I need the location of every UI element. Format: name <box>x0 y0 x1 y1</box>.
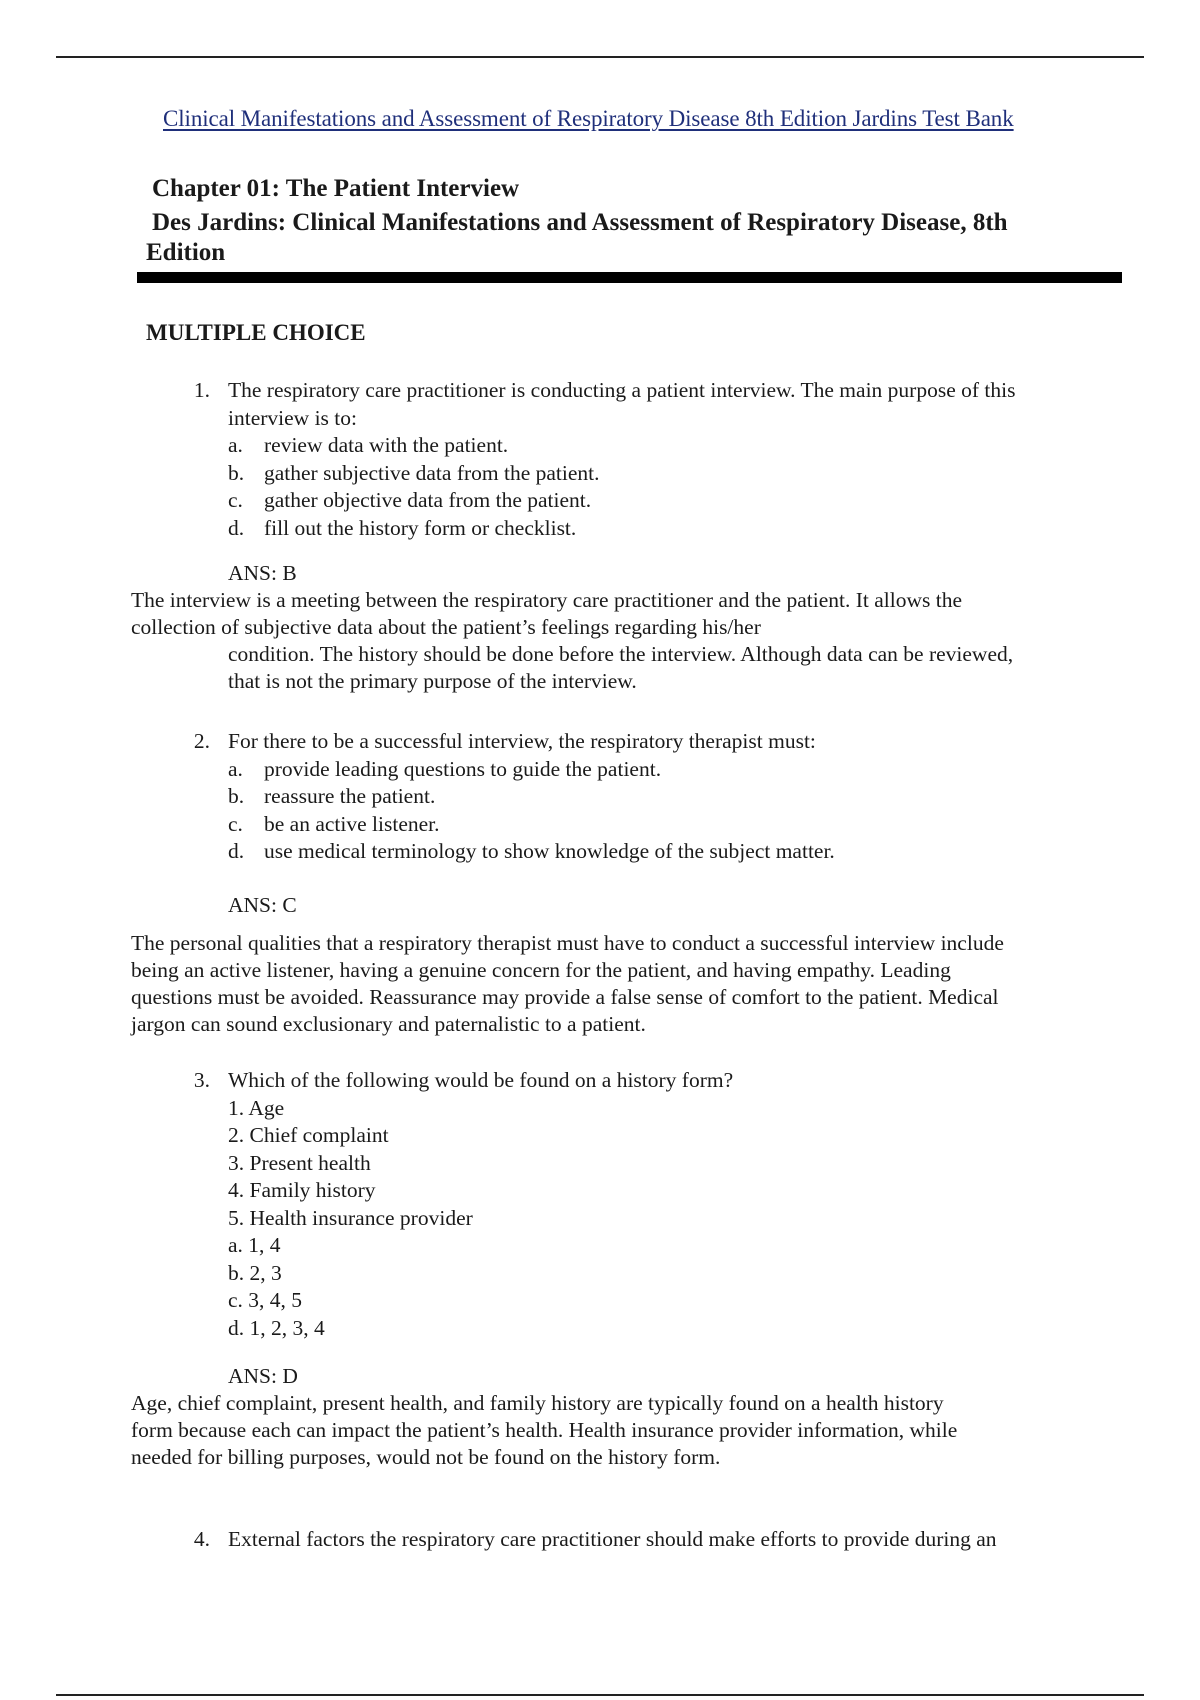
option-d: d. 1, 2, 3, 4 <box>228 1315 325 1340</box>
section-heading: MULTIPLE CHOICE <box>146 320 366 345</box>
option-d <box>228 515 1128 543</box>
answer-key: ANS: D <box>228 1364 298 1388</box>
option-letter: a. <box>228 756 243 781</box>
option-b: b. 2, 3 <box>228 1260 282 1285</box>
rationale-line: questions must be avoided. Reassurance may provide a false sense of comfort to the patient. Medical <box>131 985 999 1009</box>
list-item: 3. Present health <box>228 1150 371 1175</box>
option-a <box>228 756 1128 784</box>
book-title-line-1: Des Jardins: Clinical Manifestations and Assessment of Respiratory Disease, 8th <box>152 209 1008 236</box>
option-d <box>228 838 1128 866</box>
rationale-line: collection of subjective data about the patient’s feelings regarding his/her <box>131 615 761 639</box>
option-letter: b. <box>228 460 245 485</box>
answer-key: ANS: C <box>228 893 297 917</box>
option-text: be an active listener. <box>264 811 440 836</box>
rationale-line: Age, chief complaint, present health, and family history are typically found on a health history <box>131 1391 944 1415</box>
question-number: 4. <box>193 1527 210 1551</box>
option-c <box>228 811 1128 839</box>
rationale-line: jargon can sound exclusionary and paternalistic to a patient. <box>131 1012 646 1036</box>
option-text: fill out the history form or checklist. <box>264 515 577 540</box>
rationale-line: needed for billing purposes, would not be found on the history form. <box>131 1445 721 1469</box>
question-number: 2. <box>193 729 210 753</box>
option-text: use medical terminology to show knowledge of the subject matter. <box>264 839 835 863</box>
option-b <box>228 460 1128 488</box>
rationale-line: being an active listener, having a genuine concern for the patient, and having empathy. Leading <box>131 958 951 982</box>
stem-line: For there to be a successful interview, the respiratory therapist must: <box>228 729 816 753</box>
stem-line: The respiratory care practitioner is conducting a patient interview. The main purpose of this <box>228 378 1016 402</box>
question-stem <box>228 1526 1128 1554</box>
option-letter: d. <box>228 839 245 863</box>
list-item: 1. Age <box>228 1095 285 1120</box>
answer-key: ANS: B <box>228 561 297 585</box>
option-text: review data with the patient. <box>264 433 509 457</box>
stem-line: External factors the respiratory care practitioner should make efforts to provide during an <box>228 1527 997 1551</box>
option-text: reassure the patient. <box>264 784 436 808</box>
section-divider <box>137 272 1122 283</box>
stem-line: interview is to: <box>228 405 357 430</box>
option-a <box>228 432 1128 460</box>
option-letter: a. <box>228 433 243 457</box>
bottom-rule <box>56 1694 1144 1696</box>
book-title-line-2: Edition <box>146 239 226 266</box>
list-item: 2. Chief complaint <box>228 1123 389 1147</box>
question-stem <box>228 728 1128 866</box>
rationale-line: The personal qualities that a respiratory therapist must have to conduct a successful interview include <box>131 931 1004 955</box>
test-bank-title-link[interactable]: Clinical Manifestations and Assessment of Respiratory Disease 8th Edition Jardins Test Bank <box>163 106 1014 131</box>
question-stem <box>228 1067 1128 1342</box>
rationale-line: form because each can impact the patient’s health. Health insurance provider information, while <box>131 1418 958 1442</box>
rationale-line: The interview is a meeting between the respiratory care practitioner and the patient. It allows the <box>131 588 963 612</box>
rationale-line: condition. The history should be done before the interview. Although data can be reviewed, <box>228 642 1014 666</box>
rationale-line: that is not the primary purpose of the interview. <box>228 669 637 693</box>
option-b <box>228 783 1128 811</box>
option-letter: c. <box>228 488 243 512</box>
option-a: a. 1, 4 <box>228 1233 281 1257</box>
option-letter: d. <box>228 515 245 540</box>
option-letter: b. <box>228 784 245 808</box>
option-text: provide leading questions to guide the patient. <box>264 756 662 781</box>
list-item: 4. Family history <box>228 1178 376 1202</box>
option-letter: c. <box>228 811 243 836</box>
stem-line: Which of the following would be found on a history form? <box>228 1068 734 1092</box>
book-title <box>146 208 1086 268</box>
option-text: gather subjective data from the patient. <box>264 460 600 485</box>
option-c: c. 3, 4, 5 <box>228 1288 303 1312</box>
list-item: 5. Health insurance provider <box>228 1205 473 1230</box>
top-rule <box>56 56 1144 58</box>
question-stem <box>228 377 1128 542</box>
chapter-title: Chapter 01: The Patient Interview <box>152 175 520 202</box>
option-c <box>228 487 1128 515</box>
question-number: 1. <box>193 378 210 402</box>
option-text: gather objective data from the patient. <box>264 488 592 512</box>
question-number: 3. <box>193 1068 210 1092</box>
